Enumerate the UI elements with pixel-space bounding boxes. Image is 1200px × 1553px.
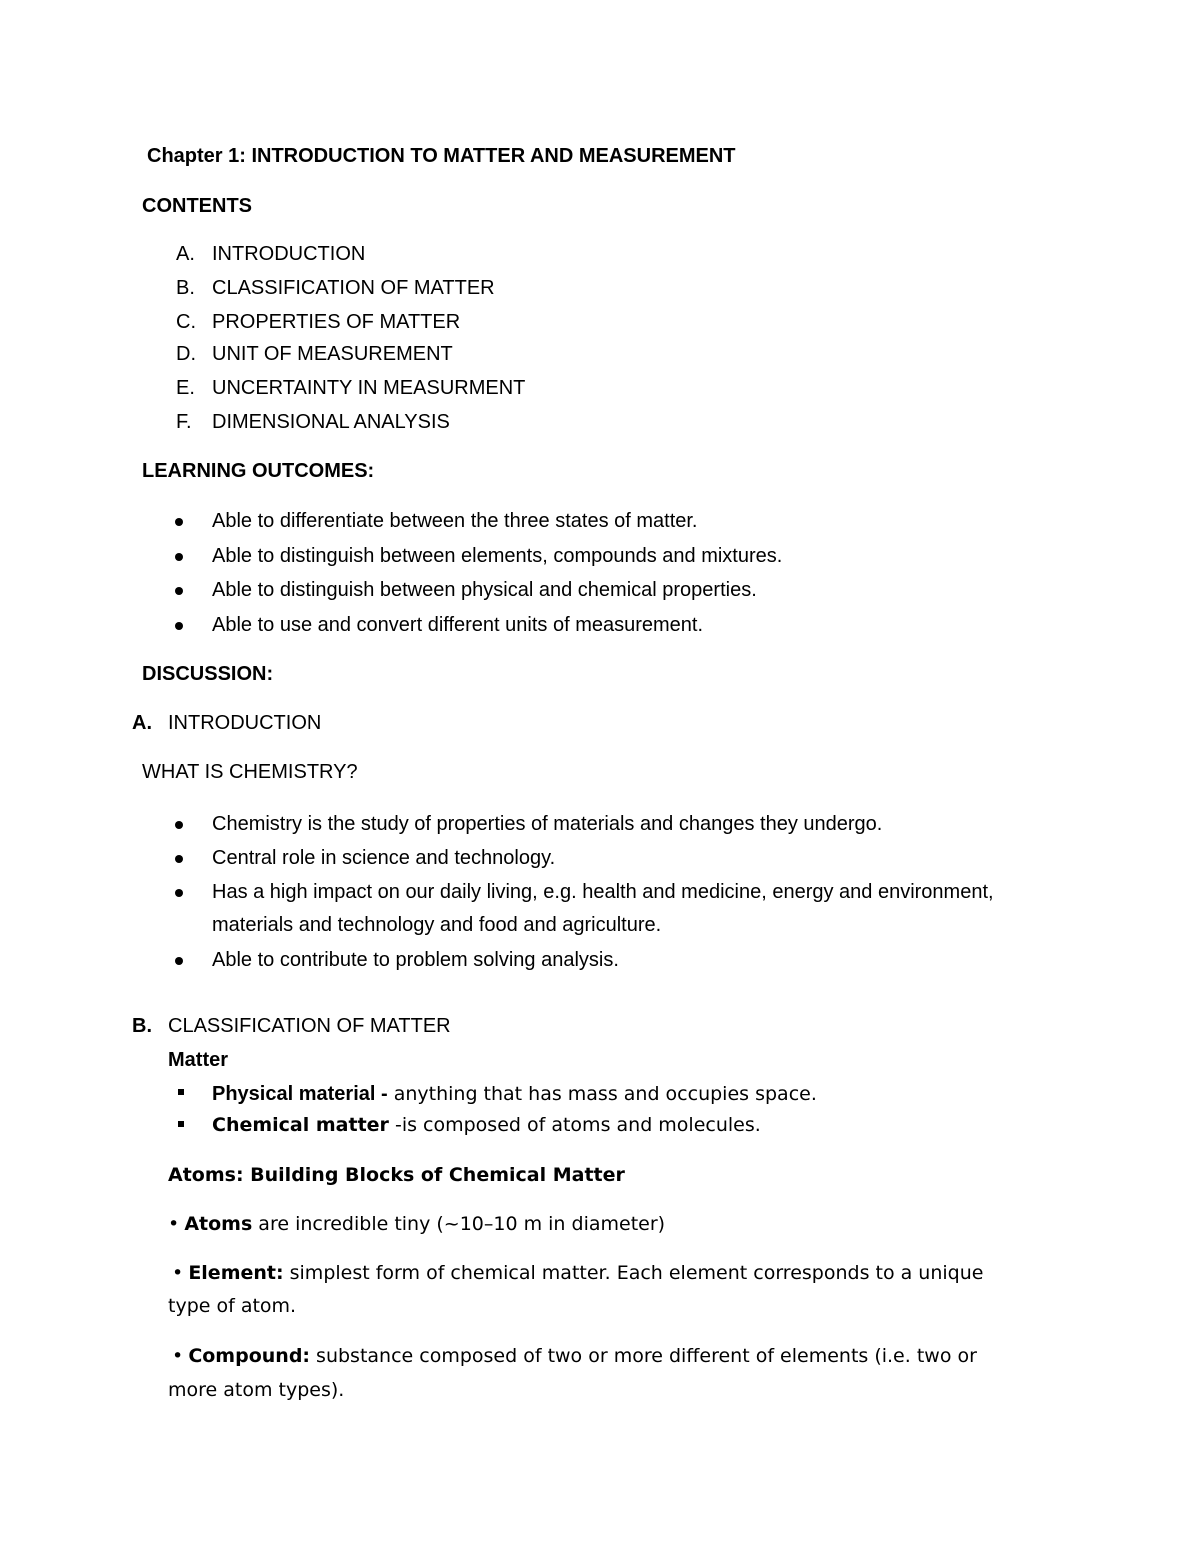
contents-item: UNIT OF MEASUREMENT xyxy=(212,343,453,365)
section-b-subheading: Matter xyxy=(168,1049,229,1071)
list-item: Chemistry is the study of properties of materials and changes they undergo. xyxy=(212,813,883,835)
list-item: Has a high impact on our daily living, e.g. health and medicine, energy and environment, xyxy=(212,881,994,903)
list-item: Central role in science and technology. xyxy=(212,847,556,869)
learning-outcomes-heading: LEARNING OUTCOMES: xyxy=(142,460,375,482)
compound-point-continuation: more atom types). xyxy=(168,1379,345,1401)
bullet-glyph: • xyxy=(168,1213,180,1235)
definition: are incredible tiny (~10–10 m in diameter) xyxy=(252,1213,666,1235)
section-b-marker: B. xyxy=(132,1015,152,1037)
list-marker: E. xyxy=(176,377,195,399)
square-bullet-icon xyxy=(178,1121,184,1127)
definition: substance composed of two or more different of elements (i.e. two or xyxy=(310,1345,977,1367)
contents-item: UNCERTAINTY IN MEASURMENT xyxy=(212,377,526,399)
bullet-icon xyxy=(175,855,183,863)
list-item: Able to differentiate between the three states of matter. xyxy=(212,510,698,532)
contents-item: PROPERTIES OF MATTER xyxy=(212,311,461,333)
bullet-icon xyxy=(175,622,183,630)
term: Compound: xyxy=(188,1345,311,1367)
list-item: Able to contribute to problem solving analysis. xyxy=(212,949,619,971)
contents-item: CLASSIFICATION OF MATTER xyxy=(212,277,495,299)
discussion-heading: DISCUSSION: xyxy=(142,663,274,685)
term: Chemical matter xyxy=(212,1114,389,1136)
atoms-point xyxy=(168,1215,665,1234)
list-item: Able to use and convert different units of measurement. xyxy=(212,614,704,636)
bullet-icon xyxy=(175,587,183,595)
definition: -is composed of atoms and molecules. xyxy=(388,1114,761,1136)
bullet-icon xyxy=(175,957,183,965)
section-a-subheading: WHAT IS CHEMISTRY? xyxy=(142,761,358,783)
bullet-icon xyxy=(175,553,183,561)
compound-point xyxy=(172,1347,977,1366)
section-a-marker: A. xyxy=(132,712,152,734)
element-point-continuation: type of atom. xyxy=(168,1295,297,1317)
element-point xyxy=(172,1264,983,1283)
page-title xyxy=(147,146,736,166)
list-item xyxy=(212,1116,761,1135)
definition: simplest form of chemical matter. Each element corresponds to a unique xyxy=(283,1262,984,1284)
bullet-icon xyxy=(175,518,183,526)
list-marker: C. xyxy=(176,311,196,333)
atoms-heading: Atoms: Building Blocks of Chemical Matter xyxy=(168,1164,625,1186)
section-a-title: INTRODUCTION xyxy=(168,712,322,734)
section-b-title: CLASSIFICATION OF MATTER xyxy=(168,1015,451,1037)
list-item: Able to distinguish between elements, compounds and mixtures. xyxy=(212,545,783,567)
term: Element: xyxy=(188,1262,284,1284)
list-marker: F. xyxy=(176,411,192,433)
list-marker: B. xyxy=(176,277,195,299)
term: Physical material - xyxy=(212,1083,388,1105)
list-marker: D. xyxy=(176,343,196,365)
definition: anything that has mass and occupies space. xyxy=(387,1083,817,1105)
bullet-icon xyxy=(175,889,183,897)
square-bullet-icon xyxy=(178,1089,184,1095)
list-item-continuation: materials and technology and food and agriculture. xyxy=(212,914,662,936)
page-title-text: Chapter 1: INTRODUCTION TO MATTER AND MEASUREMENT xyxy=(147,145,736,167)
list-marker: A. xyxy=(176,243,195,265)
contents-heading: CONTENTS xyxy=(142,195,252,217)
bullet-glyph: • xyxy=(172,1262,184,1284)
term: Atoms xyxy=(184,1213,253,1235)
contents-item: DIMENSIONAL ANALYSIS xyxy=(212,411,450,433)
list-item: Able to distinguish between physical and chemical properties. xyxy=(212,579,757,601)
bullet-glyph: • xyxy=(172,1345,184,1367)
bullet-icon xyxy=(175,821,183,829)
contents-item: INTRODUCTION xyxy=(212,243,366,265)
list-item xyxy=(212,1084,817,1104)
